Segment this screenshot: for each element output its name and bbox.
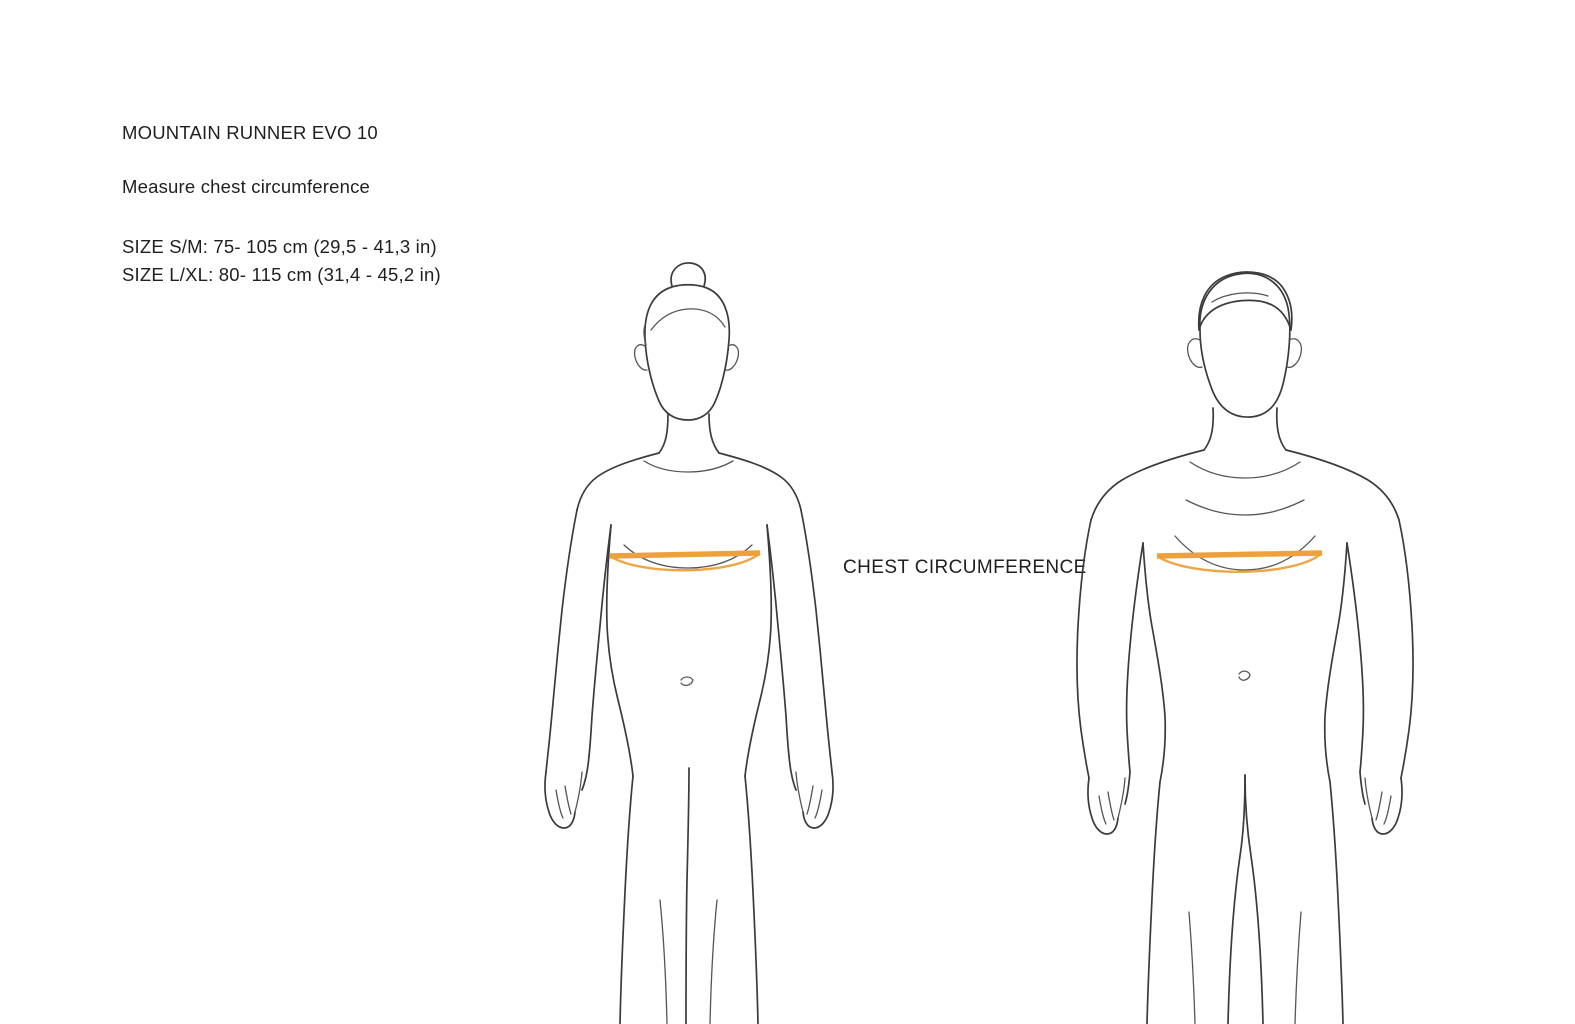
male-figure-outline bbox=[1077, 272, 1413, 1024]
chest-circumference-label: CHEST CIRCUMFERENCE bbox=[843, 557, 1087, 578]
page-title: MOUNTAIN RUNNER EVO 10 bbox=[122, 122, 378, 143]
size-line-lxl: SIZE L/XL: 80- 115 cm (31,4 - 45,2 in) bbox=[122, 264, 441, 285]
size-line-sm: SIZE S/M: 75- 105 cm (29,5 - 41,3 in) bbox=[122, 236, 437, 257]
instruction-text: Measure chest circumference bbox=[122, 176, 371, 197]
male-chest-tape bbox=[1157, 553, 1322, 556]
